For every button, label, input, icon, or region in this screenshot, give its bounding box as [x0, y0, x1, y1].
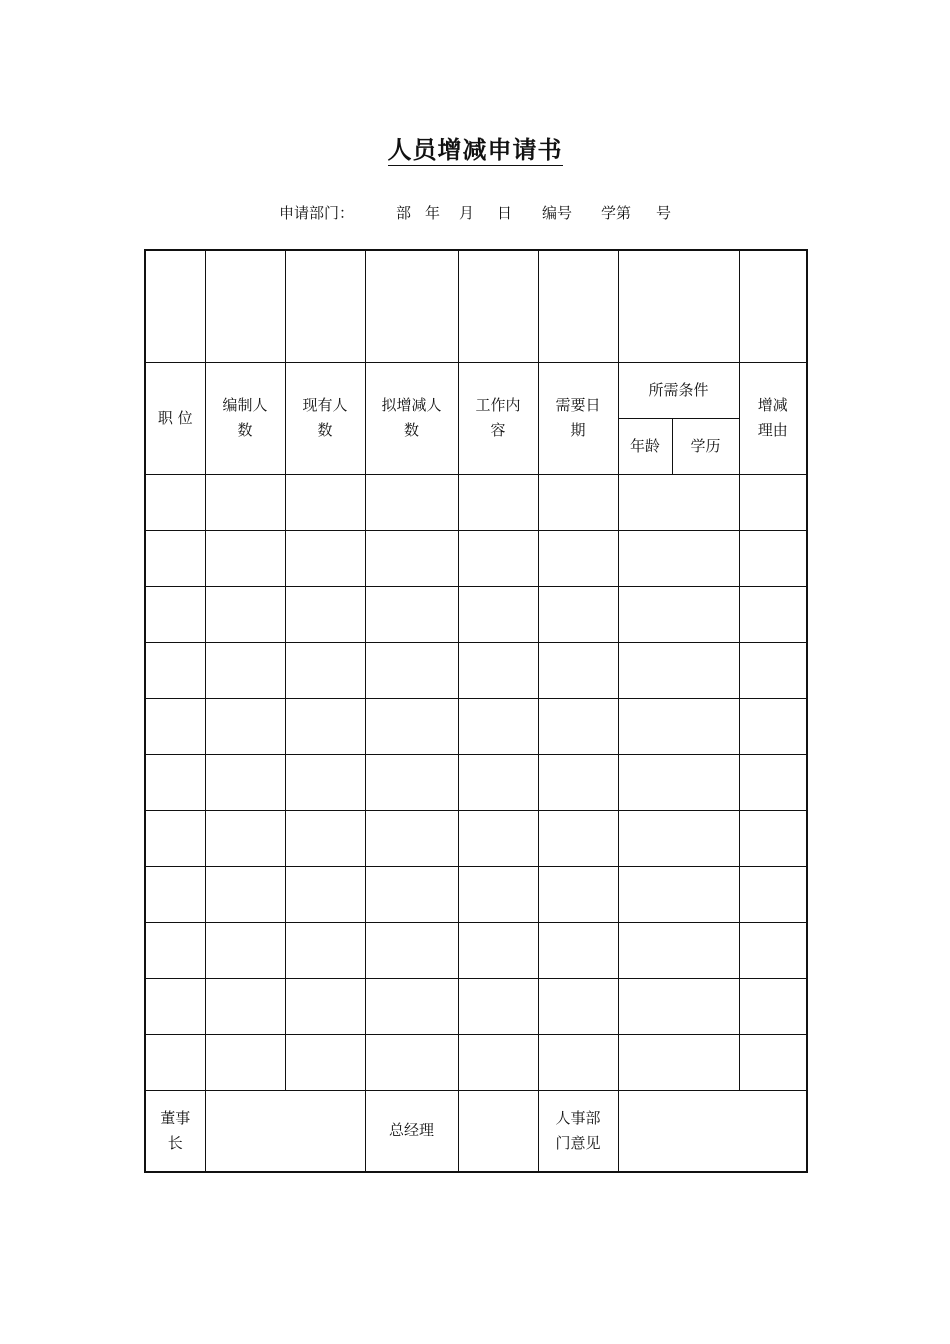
entry-cell[interactable] — [205, 642, 285, 698]
entry-cell[interactable] — [145, 922, 205, 978]
entry-cell[interactable] — [458, 922, 538, 978]
entry-cell[interactable] — [538, 866, 618, 922]
hr-opinion-field[interactable] — [618, 1090, 807, 1172]
entry-cell[interactable] — [458, 754, 538, 810]
entry-cell[interactable] — [538, 642, 618, 698]
entry-cell[interactable] — [458, 642, 538, 698]
entry-cell[interactable] — [285, 474, 365, 530]
general-manager-label: 总经理 — [365, 1090, 458, 1172]
entry-cell[interactable] — [739, 1034, 807, 1090]
entry-cell[interactable] — [618, 474, 739, 530]
approval-row — [145, 1090, 807, 1172]
entry-cell[interactable] — [205, 698, 285, 754]
entry-cell[interactable] — [538, 754, 618, 810]
header-position: 职 位 — [145, 362, 205, 474]
entry-cell[interactable] — [618, 810, 739, 866]
entry-cell[interactable] — [145, 642, 205, 698]
entry-cell[interactable] — [145, 586, 205, 642]
entry-cell[interactable] — [739, 810, 807, 866]
header-work-content: 工作内容 — [458, 362, 538, 474]
entry-cell[interactable] — [285, 922, 365, 978]
entry-cell[interactable] — [739, 698, 807, 754]
entry-cell[interactable] — [285, 1034, 365, 1090]
dept-label: 申请部门： — [279, 204, 355, 222]
form-title-text: 人员增减申请书 — [387, 136, 563, 164]
table-row — [145, 698, 807, 754]
table-row — [145, 530, 807, 586]
entry-cell[interactable] — [458, 866, 538, 922]
entry-cell[interactable] — [365, 810, 458, 866]
entry-cell[interactable] — [145, 474, 205, 530]
entry-cell[interactable] — [285, 754, 365, 810]
table-row — [145, 586, 807, 642]
entry-cell[interactable] — [145, 978, 205, 1034]
entry-cell[interactable] — [739, 530, 807, 586]
entry-cell[interactable] — [285, 642, 365, 698]
entry-cell[interactable] — [618, 530, 739, 586]
entry-cell[interactable] — [739, 922, 807, 978]
date-month-label: 月 — [459, 204, 475, 222]
entry-cell[interactable] — [145, 530, 205, 586]
entry-cell[interactable] — [618, 866, 739, 922]
entry-cell[interactable] — [365, 698, 458, 754]
entry-cell[interactable] — [365, 1034, 458, 1090]
chairman-signature-field[interactable] — [205, 1090, 365, 1172]
entry-cell[interactable] — [538, 586, 618, 642]
blank-cell[interactable] — [145, 250, 205, 362]
table-row — [145, 754, 807, 810]
entry-cell[interactable] — [205, 978, 285, 1034]
entry-cell[interactable] — [365, 474, 458, 530]
entry-cell[interactable] — [458, 474, 538, 530]
entry-cell[interactable] — [205, 810, 285, 866]
header-requirements: 所需条件 — [618, 362, 739, 418]
header-reason: 增减理由 — [739, 362, 807, 474]
entry-cell[interactable] — [538, 530, 618, 586]
entry-cell[interactable] — [618, 1034, 739, 1090]
entry-cell[interactable] — [538, 922, 618, 978]
entry-cell[interactable] — [618, 698, 739, 754]
entry-cell[interactable] — [538, 474, 618, 530]
entry-cell[interactable] — [458, 1034, 538, 1090]
entry-cell[interactable] — [205, 754, 285, 810]
entry-cell[interactable] — [618, 978, 739, 1034]
header-age: 年龄 — [618, 418, 672, 474]
entry-cell[interactable] — [618, 754, 739, 810]
table-row — [145, 642, 807, 698]
header-education: 学历 — [672, 418, 739, 474]
entry-cell[interactable] — [739, 586, 807, 642]
entry-cell[interactable] — [285, 810, 365, 866]
table-row — [145, 1034, 807, 1090]
entry-cell[interactable] — [145, 754, 205, 810]
entry-cell[interactable] — [145, 810, 205, 866]
hr-opinion-label: 人事部门意见 — [538, 1090, 618, 1172]
general-manager-signature-field[interactable] — [458, 1090, 538, 1172]
header-current-headcount: 现有人数 — [285, 362, 365, 474]
entry-cell[interactable] — [538, 698, 618, 754]
form-title — [0, 130, 950, 165]
doc-number-prefix: 学第 — [601, 204, 632, 222]
entry-cell[interactable] — [538, 978, 618, 1034]
header-required-date: 需要日期 — [538, 362, 618, 474]
entry-cell[interactable] — [458, 530, 538, 586]
entry-cell[interactable] — [458, 978, 538, 1034]
date-day-label: 日 — [497, 204, 513, 222]
table-row — [145, 922, 807, 978]
entry-cell[interactable] — [285, 978, 365, 1034]
blank-cell[interactable] — [739, 250, 807, 362]
entry-cell[interactable] — [205, 922, 285, 978]
entry-cell[interactable] — [538, 810, 618, 866]
entry-cell[interactable] — [205, 1034, 285, 1090]
chairman-label: 董事长 — [145, 1090, 205, 1172]
date-dept-char: 部 — [396, 204, 412, 222]
entry-cell[interactable] — [618, 642, 739, 698]
entry-cell[interactable] — [365, 978, 458, 1034]
doc-number-suffix: 号 — [656, 204, 672, 222]
entry-cell[interactable] — [365, 530, 458, 586]
entry-cell[interactable] — [458, 586, 538, 642]
entry-cell[interactable] — [145, 698, 205, 754]
entry-cell[interactable] — [145, 1034, 205, 1090]
entry-cell[interactable] — [205, 866, 285, 922]
table-row — [145, 474, 807, 530]
table-row — [145, 866, 807, 922]
date-year-label: 年 — [425, 204, 441, 222]
entry-cell[interactable] — [618, 586, 739, 642]
blank-cell[interactable] — [205, 250, 285, 362]
entry-cell[interactable] — [365, 922, 458, 978]
entry-cell[interactable] — [458, 810, 538, 866]
entry-cell[interactable] — [285, 698, 365, 754]
entry-cell[interactable] — [365, 586, 458, 642]
entry-cell[interactable] — [205, 586, 285, 642]
request-form-table — [144, 249, 808, 1173]
entry-cell[interactable] — [145, 866, 205, 922]
entry-cell[interactable] — [739, 754, 807, 810]
entry-cell[interactable] — [285, 586, 365, 642]
blank-cell[interactable] — [618, 250, 739, 362]
blank-cell[interactable] — [285, 250, 365, 362]
blank-top-row — [145, 250, 807, 362]
entry-cell[interactable] — [458, 698, 538, 754]
table-row — [145, 810, 807, 866]
blank-cell[interactable] — [458, 250, 538, 362]
entry-cell[interactable] — [365, 754, 458, 810]
header-proposed-change: 拟增减人数 — [365, 362, 458, 474]
entry-cell[interactable] — [739, 474, 807, 530]
header-planned-headcount: 编制人数 — [205, 362, 285, 474]
table-row — [145, 978, 807, 1034]
entry-cell[interactable] — [285, 866, 365, 922]
entry-cell[interactable] — [739, 642, 807, 698]
entry-cell[interactable] — [365, 642, 458, 698]
entry-cell[interactable] — [739, 866, 807, 922]
entry-cell[interactable] — [739, 978, 807, 1034]
number-label: 编号 — [542, 204, 573, 222]
entry-cell[interactable] — [205, 474, 285, 530]
entry-cell[interactable] — [538, 1034, 618, 1090]
blank-cell[interactable] — [365, 250, 458, 362]
blank-cell[interactable] — [538, 250, 618, 362]
entry-cell[interactable] — [205, 530, 285, 586]
entry-cell[interactable] — [285, 530, 365, 586]
entry-cell[interactable] — [618, 922, 739, 978]
entry-cell[interactable] — [365, 866, 458, 922]
header-row — [145, 362, 807, 418]
